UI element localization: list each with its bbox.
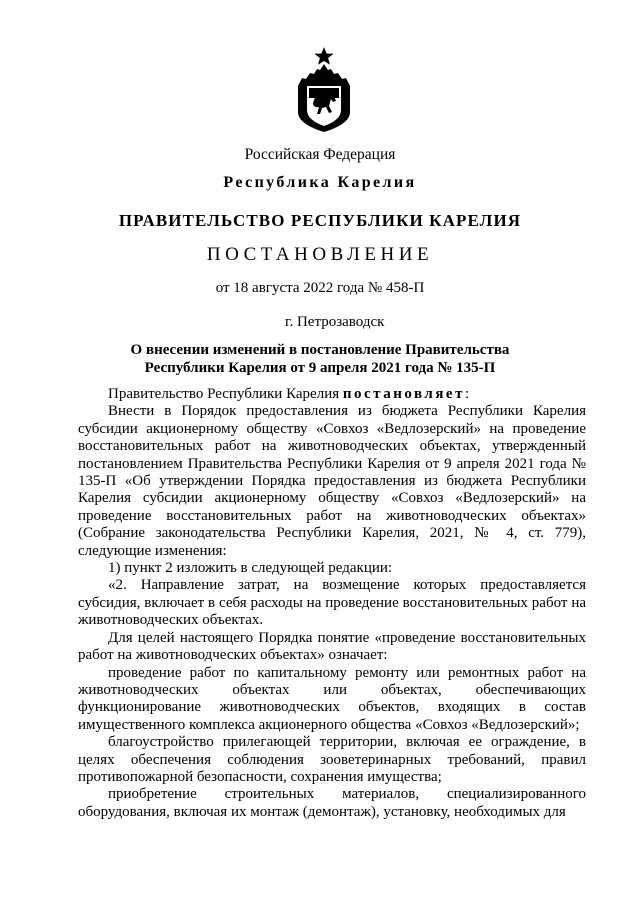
body-paragraph: Для целей настоящего Порядка понятие «проведение восстановительных работ на животноводческих объектах» означает: xyxy=(78,629,586,664)
body-paragraph: «2. Направление затрат, на возмещение которых предоставляется субсидия, включает в себя расходы на проведение восстановительных работ на животноводческих объектах. xyxy=(78,577,586,629)
body-paragraph: 1) пункт 2 изложить в следующей редакции: xyxy=(108,560,393,577)
body-paragraph: благоустройство прилегающей территории, включая ее ограждение, в целях обеспечения соблюдения зооветеринарных требований, правил противопожарной безопасности, сохранения имущества; xyxy=(78,734,586,785)
document-title xyxy=(0,341,640,377)
body-paragraph: проведение работ по капитальному ремонту или ремонтных работ на животноводческих объектах или объектах, обеспечивающих функционирование животноводческих объектов, входящих в состав имущественного комплекса акционерного общества «Совхоз «Ведлозерский»; xyxy=(78,664,586,733)
date-number: от 18 августа 2022 года № 458-П xyxy=(215,280,425,296)
body-paragraph: Внести в Порядок предоставления из бюджета Республики Карелия субсидии акционерному обществу «Совхоз «Ведлозерский» на проведение восстановительных работ на животноводческих объектах, утвержденный постановлением Правительства Республики Карелия от 9 апреля 2021 года № 135-П «Об утверждении Порядка предоставления из бюджета Республики Карелия субсидии акционерному обществу «Совхоз «Ведлозерский» на проведение восстановительных работ на животноводческих объектах» (Собрание законодательства Республики Карелия, 2021, № 4, ст. 779), следующие изменения: xyxy=(78,403,586,559)
body-paragraph-resolves: Правительство Республики Карелия постановляет: xyxy=(108,386,470,402)
republic-name: Республика Карелия xyxy=(223,174,417,191)
title-line-2: Республики Карелия от 9 апреля 2021 года № 135-П xyxy=(144,360,496,376)
body-paragraph: приобретение строительных материалов, специализированного оборудования, включая их монтаж (демонтаж), установку, необходимых для xyxy=(78,786,586,820)
document-type: ПОСТАНОВЛЕНИЕ xyxy=(206,244,434,265)
city: г. Петрозаводск xyxy=(285,314,385,330)
title-line-1: О внесении изменений в постановление Правительства xyxy=(130,342,510,358)
government-name: ПРАВИТЕЛЬСТВО РЕСПУБЛИКИ КАРЕЛИЯ xyxy=(118,211,522,230)
karelia-coat-of-arms-icon xyxy=(298,46,350,132)
document-body xyxy=(78,386,586,821)
country-name: Российская Федерация xyxy=(244,146,396,163)
resolves-spaced: постановляет xyxy=(342,386,465,402)
